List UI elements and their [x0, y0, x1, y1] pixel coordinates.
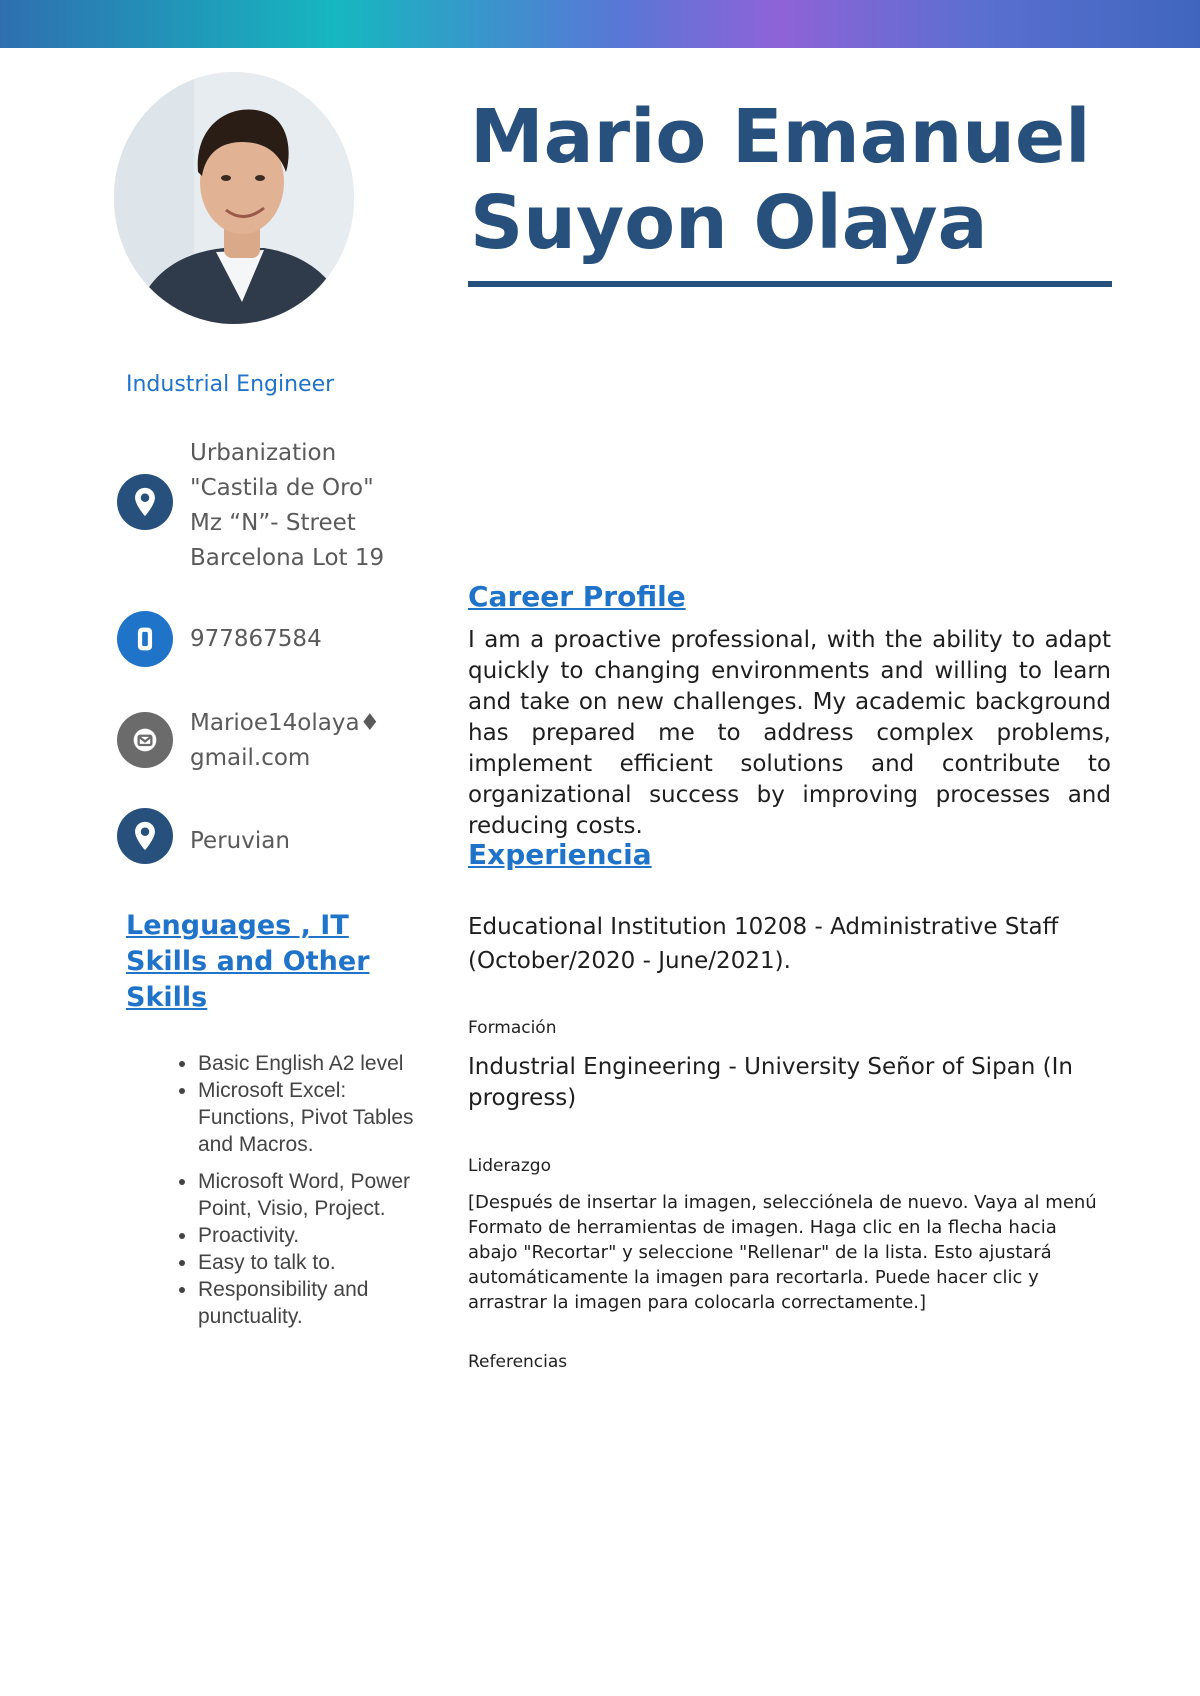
name-underline-rule — [468, 281, 1112, 287]
skills-heading-line: Skills and Other — [126, 946, 370, 977]
top-gradient-bar — [0, 0, 1200, 48]
experience-entry — [468, 910, 1108, 978]
name-line-1: Mario Emanuel — [470, 94, 1091, 180]
skill-item: • Microsoft Word, Power Point, Visio, Project. — [198, 1168, 448, 1222]
name-line-2: Suyon Olaya — [470, 180, 988, 266]
skills-heading-line: Skills — [126, 982, 208, 1013]
address-line: Urbanization — [190, 440, 337, 466]
email-text — [190, 706, 420, 776]
email-line: Marioe14olaya♦ — [190, 710, 381, 736]
phone-icon — [117, 611, 173, 667]
skills-heading-line: Lenguages , IT — [126, 910, 349, 941]
education-label: Formación — [468, 1018, 557, 1038]
career-profile-text: I am a proactive professional, with the ability to adapt quickly to changing environments and willing to learn and take on new challenges. My academic background has prepared me to address complex problems, implement efficient solutions and contribute to organizational success by improving processes and reducing costs. — [468, 627, 1111, 839]
leadership-label: Liderazgo — [468, 1156, 551, 1176]
nationality-text: Peruvian — [190, 828, 290, 854]
experience-heading: Experiencia — [468, 838, 652, 871]
address-line: Mz “N”- Street — [190, 510, 356, 536]
address-text — [190, 436, 420, 576]
experience-entry-line: Educational Institution 10208 - Administrative Staff — [468, 914, 1059, 940]
email-line: gmail.com — [190, 745, 311, 771]
career-profile-heading: Career Profile — [468, 580, 686, 613]
job-title: Industrial Engineer — [126, 372, 335, 397]
skill-item: • Basic English A2 level — [198, 1050, 448, 1077]
portrait-image — [114, 72, 354, 324]
skill-item: • Responsibility and punctuality. — [198, 1276, 448, 1330]
skills-heading — [126, 908, 406, 1016]
location-pin-icon — [117, 808, 173, 864]
references-label: Referencias — [468, 1352, 568, 1372]
education-entry: Industrial Engineering - University Señor of Sipan (In progress) — [468, 1054, 1073, 1111]
skills-list — [160, 1050, 448, 1330]
profile-photo — [114, 72, 354, 324]
leadership-text: [Después de insertar la imagen, selecciónela de nuevo. Vaya al menú Formato de herramientas de imagen. Haga clic en la flecha hacia abajo "Recortar" y seleccione "Rellenar" de la lista. Esto ajustará automáticamente la imagen para recortarla. Puede hacer clic y arrastrar la imagen para colocarla correctamente.] — [468, 1192, 1097, 1313]
address-line: Barcelona Lot 19 — [190, 545, 385, 571]
email-icon — [117, 712, 173, 768]
location-pin-icon — [117, 474, 173, 530]
address-line: "Castila de Oro" — [190, 475, 374, 501]
skill-item: • Proactivity. — [198, 1222, 448, 1249]
experience-entry-line: (October/2020 - June/2021). — [468, 948, 791, 974]
phone-text: 977867584 — [190, 626, 322, 652]
skill-item: • Microsoft Excel: Functions, Pivot Tables and Macros. — [198, 1077, 448, 1158]
skill-item: • Easy to talk to. — [198, 1249, 448, 1276]
candidate-name — [470, 94, 1110, 266]
